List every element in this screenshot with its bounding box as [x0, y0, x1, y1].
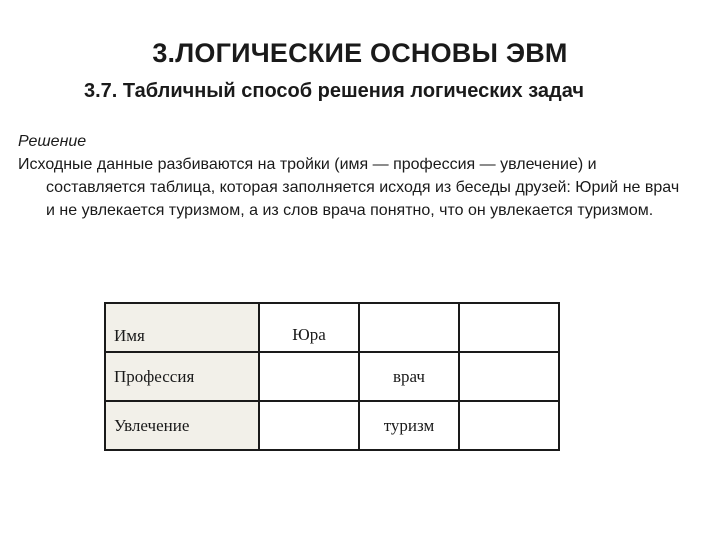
solution-label: Решение	[18, 133, 87, 150]
body-text	[18, 130, 688, 222]
slide-subtitle: 3.7. Табличный способ решения логических задач	[84, 80, 584, 102]
row-header-hobby: Увлечение	[105, 401, 259, 450]
table-cell: Юра	[259, 303, 359, 352]
table-cell	[259, 352, 359, 401]
table-row-hobby	[105, 401, 559, 450]
row-header-name: Имя	[105, 303, 259, 352]
table-row-name	[105, 303, 559, 352]
table-cell: врач	[359, 352, 459, 401]
table-cell	[259, 401, 359, 450]
row-header-profession: Профессия	[105, 352, 259, 401]
table-cell	[459, 303, 559, 352]
table-cell	[459, 401, 559, 450]
table-cell: туризм	[359, 401, 459, 450]
solution-paragraph: Исходные данные разбиваются на тройки (имя — профессия — увлечение) и составляется таблица, которая заполняется исходя из беседы друзей: Юрий не врач и не увлекается туризмом, а из слов врача понятно, что он увлекается туризмом.	[18, 156, 680, 219]
logic-table	[104, 302, 560, 451]
table-cell	[359, 303, 459, 352]
table-cell	[459, 352, 559, 401]
table-row-profession	[105, 352, 559, 401]
slide-title: 3.ЛОГИЧЕСКИЕ ОСНОВЫ ЭВМ	[152, 38, 568, 68]
